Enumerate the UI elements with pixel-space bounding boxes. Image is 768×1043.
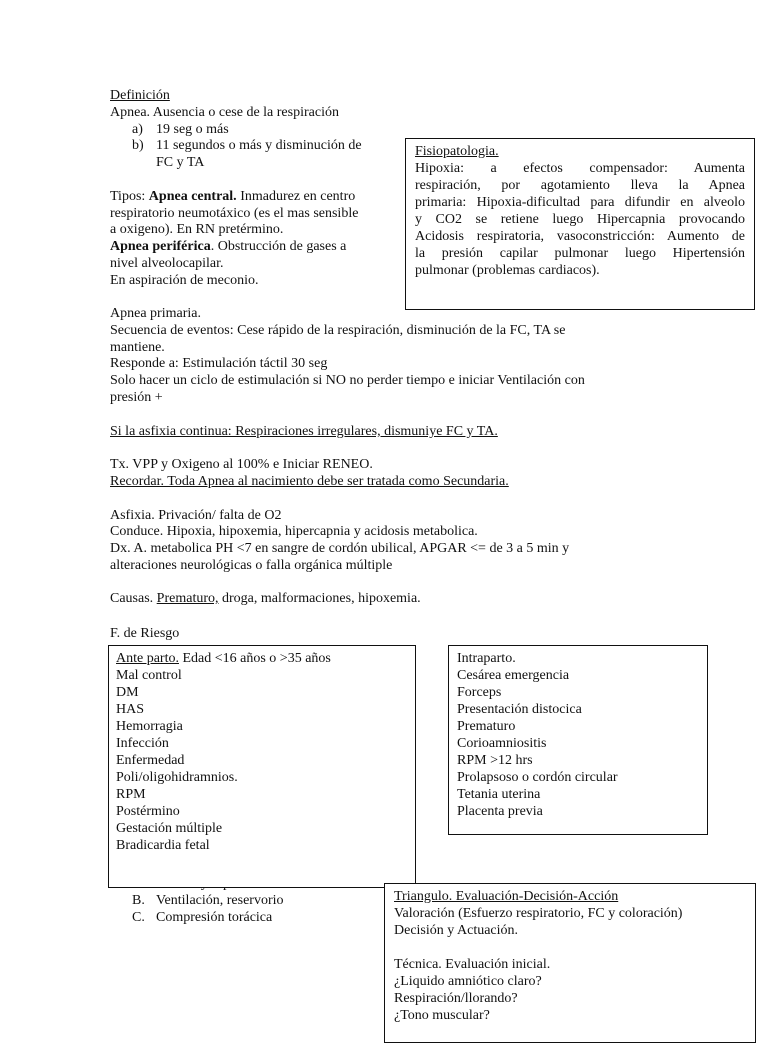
- tipos-line: nivel alveolocapilar.: [110, 256, 224, 271]
- triangulo-box: [384, 883, 756, 1043]
- list-item: Compresión torácica: [156, 910, 273, 925]
- list-item: RPM >12 hrs: [457, 753, 533, 768]
- list-item: RPM: [116, 787, 146, 802]
- fisiopatologia-heading: Fisiopatologia.: [415, 144, 499, 159]
- list-item: Hemorragia: [116, 719, 183, 734]
- list-item: Forceps: [457, 685, 502, 700]
- list-marker: B.: [132, 893, 145, 908]
- list-item: Prematuro: [457, 719, 516, 734]
- list-item: Cesárea emergencia: [457, 668, 570, 683]
- asfixia-line: Asfixia. Privación/ falta de O2: [110, 508, 282, 523]
- apnea-primaria-title: Apnea primaria.: [110, 306, 201, 321]
- tipos-line: En aspiración de meconio.: [110, 273, 259, 288]
- list-item: 19 seg o más: [156, 122, 229, 137]
- list-item: Poli/oligohidramnios.: [116, 770, 238, 785]
- list-item-continuation: FC y TA: [156, 155, 205, 170]
- fisio-line: pulmonar (problemas cardiacos).: [415, 263, 600, 278]
- blank-line: [394, 939, 746, 956]
- list-item: Gestación múltiple: [116, 821, 223, 836]
- list-marker: a): [132, 122, 143, 137]
- list-item: Tetania uterina: [457, 787, 541, 802]
- fisio-line: respiración, por agotamiento lleva la Apnea: [415, 178, 745, 193]
- triangulo-line: Decisión y Actuación.: [394, 923, 519, 938]
- asfixia-line: Dx. A. metabolica PH <7 en sangre de cordón ubilical, APGAR <= de 3 a 5 min y: [110, 541, 570, 556]
- list-marker: b): [132, 138, 144, 153]
- causas-prematuro: Prematuro,: [156, 591, 219, 606]
- asfixia-line: alteraciones neurológicas o falla orgánica múltiple: [110, 558, 393, 573]
- fisio-line: Acidosis respiratoria, vasoconstricción: Aumento de: [415, 229, 745, 244]
- list-item: 11 segundos o más y disminución de: [156, 138, 362, 153]
- fisio-line: Hipoxia: a efectos compensador: Aumenta: [415, 161, 745, 176]
- question-line: ¿Liquido amniótico claro?: [394, 974, 542, 989]
- list-item: DM: [116, 685, 139, 700]
- definicion-heading: Definición: [110, 88, 170, 103]
- list-item: HAS: [116, 702, 145, 717]
- list-item: Presentación distocica: [457, 702, 582, 717]
- tipos-line: a oxigeno). En RN pretérmino.: [110, 222, 284, 237]
- apnea-primaria-line: presión +: [110, 390, 163, 405]
- intraparto-heading: Intraparto.: [457, 651, 516, 666]
- list-item: Mal control: [116, 668, 182, 683]
- recordar-line: Recordar. Toda Apnea al nacimiento debe ser tratada como Secundaria.: [110, 474, 509, 489]
- list-item: Corioamniositis: [457, 736, 547, 751]
- causas-line: Causas. Prematuro, droga, malformaciones, hipoxemia.: [110, 591, 421, 606]
- ante-parto-box: [108, 645, 416, 888]
- fisiopatologia-box: [405, 138, 755, 310]
- fisio-line: la presión capilar pulmonar luego Hipertensión: [415, 246, 745, 261]
- list-item: Placenta previa: [457, 804, 543, 819]
- apnea-central-label: Apnea central.: [148, 189, 237, 204]
- apnea-primaria-line: Secuencia de eventos: Cese rápido de la respiración, disminución de la FC, TA se: [110, 323, 566, 338]
- intraparto-box: [448, 645, 708, 835]
- list-item: Infección: [116, 736, 169, 751]
- list-marker: C.: [132, 910, 145, 925]
- list-item: Enfermedad: [116, 753, 185, 768]
- list-item: Bradicardia fetal: [116, 838, 210, 853]
- ante-parto-label: Ante parto.: [116, 651, 179, 666]
- f-riesgo-heading: F. de Riesgo: [110, 626, 180, 641]
- tecnica-line: Técnica. Evaluación inicial.: [394, 957, 551, 972]
- tipos-line: Tipos: Apnea central. Inmadurez en centro: [110, 189, 356, 204]
- tx-line: Tx. VPP y Oxigeno al 100% e Iniciar RENEO.: [110, 457, 373, 472]
- question-line: ¿Tono muscular?: [394, 1008, 490, 1023]
- ante-parto-first: Ante parto. Edad <16 años o >35 años: [116, 651, 331, 666]
- asfixia-line: Conduce. Hipoxia, hipoxemia, hipercapnia y acidosis metabolica.: [110, 524, 478, 539]
- apnea-primaria-line: Responde a: Estimulación táctil 30 seg: [110, 356, 328, 371]
- triangulo-line: Valoración (Esfuerzo respiratorio, FC y coloración): [394, 906, 683, 921]
- list-item: Prolapsoso o cordón circular: [457, 770, 618, 785]
- apnea-primaria-line: mantiene.: [110, 340, 165, 355]
- tipos-line: respiratorio neumotáxico (es el mas sensible: [110, 206, 359, 221]
- question-line: Respiración/llorando?: [394, 991, 518, 1006]
- triangulo-heading: Triangulo. Evaluación-Decisión-Acción: [394, 889, 619, 904]
- definicion-text: Apnea. Ausencia o cese de la respiración: [110, 105, 339, 120]
- asfixia-continua: Si la asfixia continua: Respiraciones irregulares, dismuniye FC y TA.: [110, 424, 498, 439]
- list-item: Ventilación, reservorio: [156, 893, 284, 908]
- apnea-primaria-line: Solo hacer un ciclo de estimulación si NO no perder tiempo e iniciar Ventilación con: [110, 373, 585, 388]
- fisio-line: y CO2 se retiene luego Hipercapnia provocando: [415, 212, 745, 227]
- apnea-periferica-label: Apnea periférica: [110, 239, 211, 254]
- list-item: Postérmino: [116, 804, 180, 819]
- fisio-line: primaria: Hipoxia-dificultad para difundir en alveolo: [415, 195, 745, 210]
- periferica-line: Apnea periférica. Obstrucción de gases a: [110, 239, 347, 254]
